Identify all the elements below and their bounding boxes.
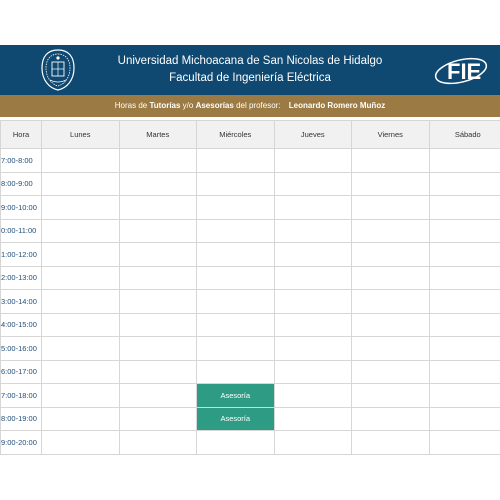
slot-jueves [274, 313, 352, 337]
slot-lunes [42, 360, 120, 384]
slot-sabado [429, 431, 500, 455]
slot-lunes [42, 431, 120, 455]
slot-viernes [352, 172, 430, 196]
slot-jueves [274, 407, 352, 431]
slot-sabado [429, 149, 500, 173]
slot-sabado [429, 290, 500, 314]
header-titles [0, 53, 500, 87]
table-row [1, 384, 500, 408]
header-miercoles: Miércoles [197, 121, 275, 149]
header-hora: Hora [1, 121, 42, 149]
faculty-name: Facultad de Ingeniería Eléctrica [169, 72, 331, 84]
slot-martes [119, 431, 197, 455]
slot-martes [119, 172, 197, 196]
slot-jueves [274, 360, 352, 384]
slot-sabado [429, 196, 500, 220]
slot-jueves [274, 172, 352, 196]
table-row [1, 196, 500, 220]
table-row [1, 431, 500, 455]
slot-sabado [429, 266, 500, 290]
hour-cell: 8:00-19:00 [1, 407, 42, 431]
page-header [0, 45, 500, 95]
slot-jueves [274, 337, 352, 361]
slot-sabado [429, 243, 500, 267]
hour-cell: 9:00-20:00 [1, 431, 42, 455]
slot-miercoles [197, 266, 275, 290]
professor-bar [0, 95, 500, 117]
hour-cell: 3:00-14:00 [1, 290, 42, 314]
header-viernes: Viernes [352, 121, 430, 149]
slot-lunes [42, 313, 120, 337]
slot-jueves [274, 431, 352, 455]
professor-name: Leonardo Romero Muñoz [288, 101, 386, 110]
slot-miercoles [197, 431, 275, 455]
subbar-yo: y/o [182, 101, 194, 110]
slot-lunes [42, 384, 120, 408]
header-martes: Martes [119, 121, 197, 149]
hour-cell: 7:00-8:00 [1, 149, 42, 173]
slot-miercoles [197, 290, 275, 314]
subbar-prefix: Horas de [114, 101, 148, 110]
slot-lunes [42, 407, 120, 431]
slot-jueves [274, 243, 352, 267]
slot-lunes [42, 337, 120, 361]
slot-viernes [352, 243, 430, 267]
table-row [1, 266, 500, 290]
slot-jueves [274, 290, 352, 314]
slot-lunes [42, 149, 120, 173]
table-row [1, 313, 500, 337]
slot-martes [119, 219, 197, 243]
slot-martes [119, 313, 197, 337]
header-sabado: Sábado [429, 121, 500, 149]
slot-miercoles [197, 219, 275, 243]
university-name: Universidad Michoacana de San Nicolas de Hidalgo [117, 55, 383, 67]
slot-viernes [352, 360, 430, 384]
slot-martes [119, 266, 197, 290]
schedule-header-row [1, 121, 500, 149]
subbar-tutorias: Tutorías [149, 101, 181, 110]
hour-cell: 5:00-16:00 [1, 337, 42, 361]
slot-martes [119, 384, 197, 408]
slot-sabado [429, 384, 500, 408]
fie-logo-icon [433, 50, 493, 90]
slot-martes [119, 337, 197, 361]
slot-jueves [274, 196, 352, 220]
slot-jueves [274, 266, 352, 290]
slot-lunes [42, 290, 120, 314]
table-row [1, 172, 500, 196]
slot-viernes [352, 196, 430, 220]
slot-miercoles [197, 196, 275, 220]
hour-cell: 1:00-12:00 [1, 243, 42, 267]
slot-miercoles [197, 313, 275, 337]
slot-sabado [429, 360, 500, 384]
slot-viernes [352, 219, 430, 243]
table-row [1, 219, 500, 243]
slot-miercoles [197, 337, 275, 361]
slot-lunes [42, 243, 120, 267]
hour-cell: 6:00-17:00 [1, 360, 42, 384]
slot-miercoles: Asesoría [197, 407, 275, 431]
schedule-body [1, 149, 500, 455]
hour-cell: 4:00-15:00 [1, 313, 42, 337]
slot-jueves [274, 149, 352, 173]
slot-viernes [352, 149, 430, 173]
table-row [1, 360, 500, 384]
slot-viernes [352, 266, 430, 290]
fie-logo-text: FIE [447, 59, 482, 84]
slot-sabado [429, 172, 500, 196]
slot-sabado [429, 407, 500, 431]
slot-viernes [352, 407, 430, 431]
slot-sabado [429, 313, 500, 337]
header-jueves: Jueves [274, 121, 352, 149]
slot-miercoles: Asesoría [197, 384, 275, 408]
slot-viernes [352, 384, 430, 408]
slot-martes [119, 196, 197, 220]
slot-lunes [42, 219, 120, 243]
table-row [1, 290, 500, 314]
slot-martes [119, 407, 197, 431]
slot-jueves [274, 219, 352, 243]
slot-miercoles [197, 149, 275, 173]
hour-cell: 9:00-10:00 [1, 196, 42, 220]
slot-martes [119, 360, 197, 384]
slot-viernes [352, 290, 430, 314]
slot-miercoles [197, 360, 275, 384]
table-row [1, 243, 500, 267]
slot-sabado [429, 337, 500, 361]
slot-martes [119, 243, 197, 267]
slot-lunes [42, 172, 120, 196]
slot-viernes [352, 313, 430, 337]
hour-cell: 7:00-18:00 [1, 384, 42, 408]
slot-martes [119, 290, 197, 314]
subbar-asesorias: Asesorías [195, 101, 234, 110]
table-row [1, 337, 500, 361]
slot-sabado [429, 219, 500, 243]
slot-jueves [274, 384, 352, 408]
hour-cell: 8:00-9:00 [1, 172, 42, 196]
slot-martes [119, 149, 197, 173]
hour-cell: 2:00-13:00 [1, 266, 42, 290]
slot-miercoles [197, 172, 275, 196]
slot-miercoles [197, 243, 275, 267]
slot-viernes [352, 337, 430, 361]
subbar-suffix: del profesor: [236, 101, 281, 110]
slot-viernes [352, 431, 430, 455]
table-row [1, 407, 500, 431]
slot-lunes [42, 196, 120, 220]
slot-lunes [42, 266, 120, 290]
table-row [1, 149, 500, 173]
hour-cell: 0:00-11:00 [1, 219, 42, 243]
header-lunes: Lunes [42, 121, 120, 149]
schedule-table [0, 120, 500, 455]
